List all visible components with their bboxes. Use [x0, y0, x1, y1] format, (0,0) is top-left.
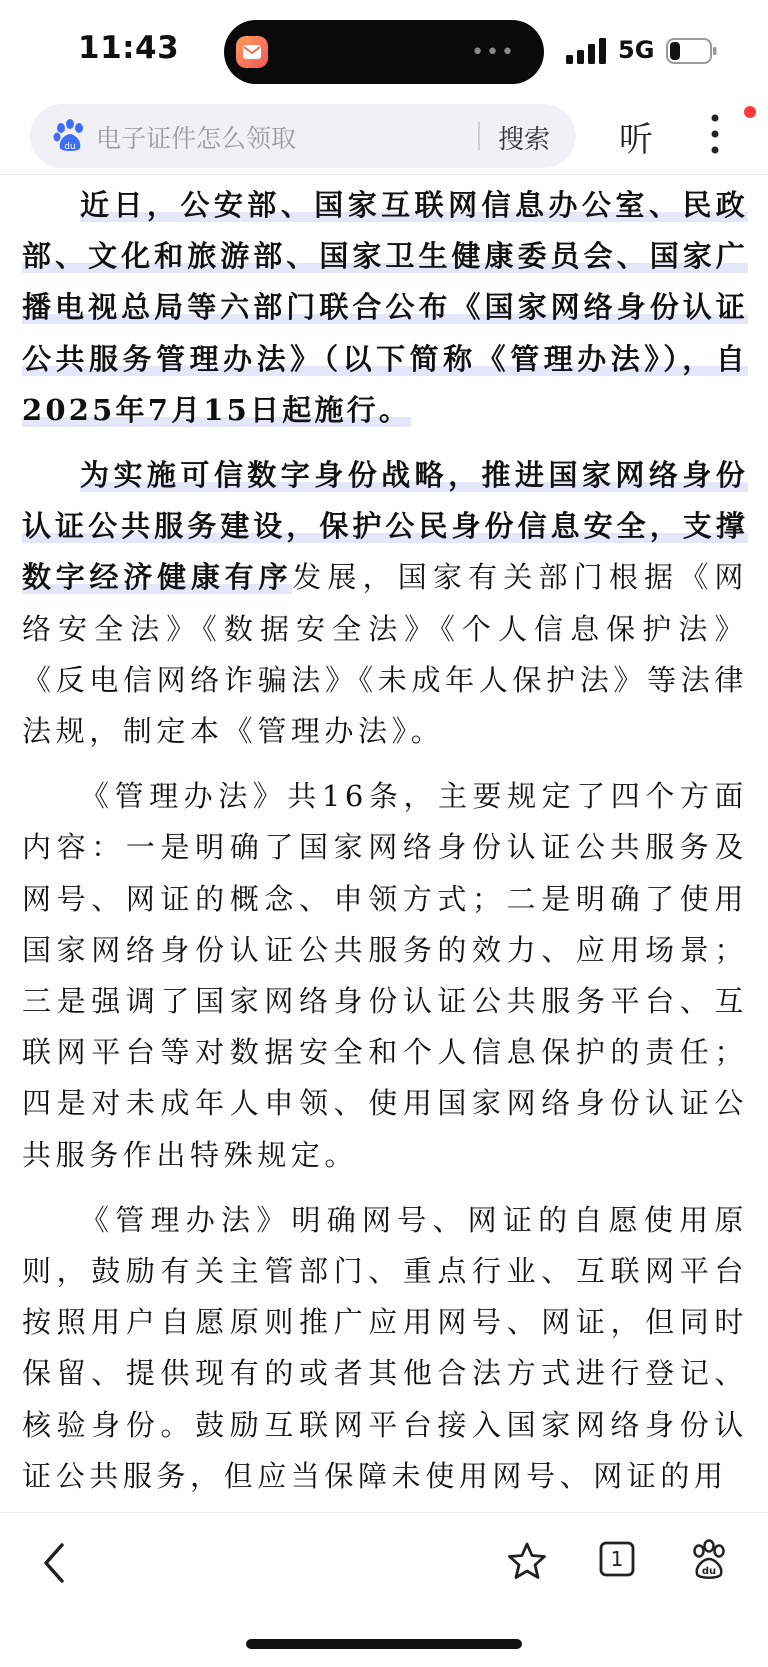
- listen-button[interactable]: 听: [619, 120, 653, 160]
- search-button[interactable]: 搜索: [498, 125, 551, 155]
- paragraph-1: [22, 180, 748, 436]
- mail-app-icon: [236, 36, 268, 68]
- status-bar: [0, 0, 768, 100]
- more-icon[interactable]: [700, 112, 730, 156]
- notification-dot: [744, 106, 756, 118]
- svg-text:du: du: [64, 142, 76, 152]
- island-dots: •••: [471, 40, 516, 65]
- search-bar[interactable]: [30, 104, 576, 168]
- search-divider: [478, 122, 480, 150]
- baidu-home-icon[interactable]: [688, 1539, 730, 1581]
- status-time: 11:43: [78, 30, 180, 66]
- search-input[interactable]: 电子证件怎么领取: [96, 124, 297, 153]
- paragraph-1-text: 近日，公安部、国家互联网信息办公室、民政部、文化和旅游部、国家卫生健康委员会、国家广播电视总局等六部门联合公布《国家网络身份认证公共服务管理办法》（以下简称《管理办法》），自2025年7月15日起施行。: [22, 188, 748, 427]
- article-body: [22, 180, 748, 1512]
- svg-text:du: du: [701, 1566, 717, 1577]
- network-type: 5G: [618, 36, 655, 64]
- baidu-paw-icon: [52, 118, 88, 154]
- paragraph-3: 《管理办法》共16条，主要规定了四个方面内容：一是明确了国家网络身份认证公共服务及网号、网证的概念、申领方式；二是明确了使用国家网络身份认证公共服务的效力、应用场景；三是强调了国家网络身份认证公共服务平台、互联网平台等对数据安全和个人信息保护的责任；四是对未成年人申领、使用国家网络身份认证公共服务作出特殊规定。: [22, 779, 748, 1172]
- battery-icon: [666, 38, 718, 64]
- back-icon[interactable]: [36, 1539, 72, 1587]
- header-divider: [0, 174, 768, 175]
- paragraph-2-bold-text: 为实施可信数字身份战略，推进国家网络身份认证公共服务建设，保护公民身份信息安全，支撑数字经济健康有序: [22, 458, 748, 595]
- tabs-icon[interactable]: [599, 1541, 635, 1577]
- bottom-nav: [0, 1512, 768, 1667]
- signal-icon: [566, 38, 608, 64]
- star-icon[interactable]: [507, 1541, 547, 1581]
- home-indicator[interactable]: [246, 1639, 522, 1649]
- paragraph-4: 《管理办法》明确网号、网证的自愿使用原则，鼓励有关主管部门、重点行业、互联网平台按照用户自愿原则推广应用网号、网证，但同时保留、提供现有的或者其他合法方式进行登记、核验身份。鼓励互联网平台接入国家网络身份认证公共服务，但应当保障未使用网号、网证的用: [22, 1202, 748, 1493]
- dynamic-island: [224, 20, 544, 84]
- paragraph-2-text: 发展，国家有关部门根据《网络安全法》《数据安全法》《个人信息保护法》《反电信网络诈骗法》《未成年人保护法》等法律法规，制定本《管理办法》。: [22, 560, 748, 749]
- paragraph-2: [22, 450, 748, 757]
- tabs-count: 1: [610, 1547, 624, 1571]
